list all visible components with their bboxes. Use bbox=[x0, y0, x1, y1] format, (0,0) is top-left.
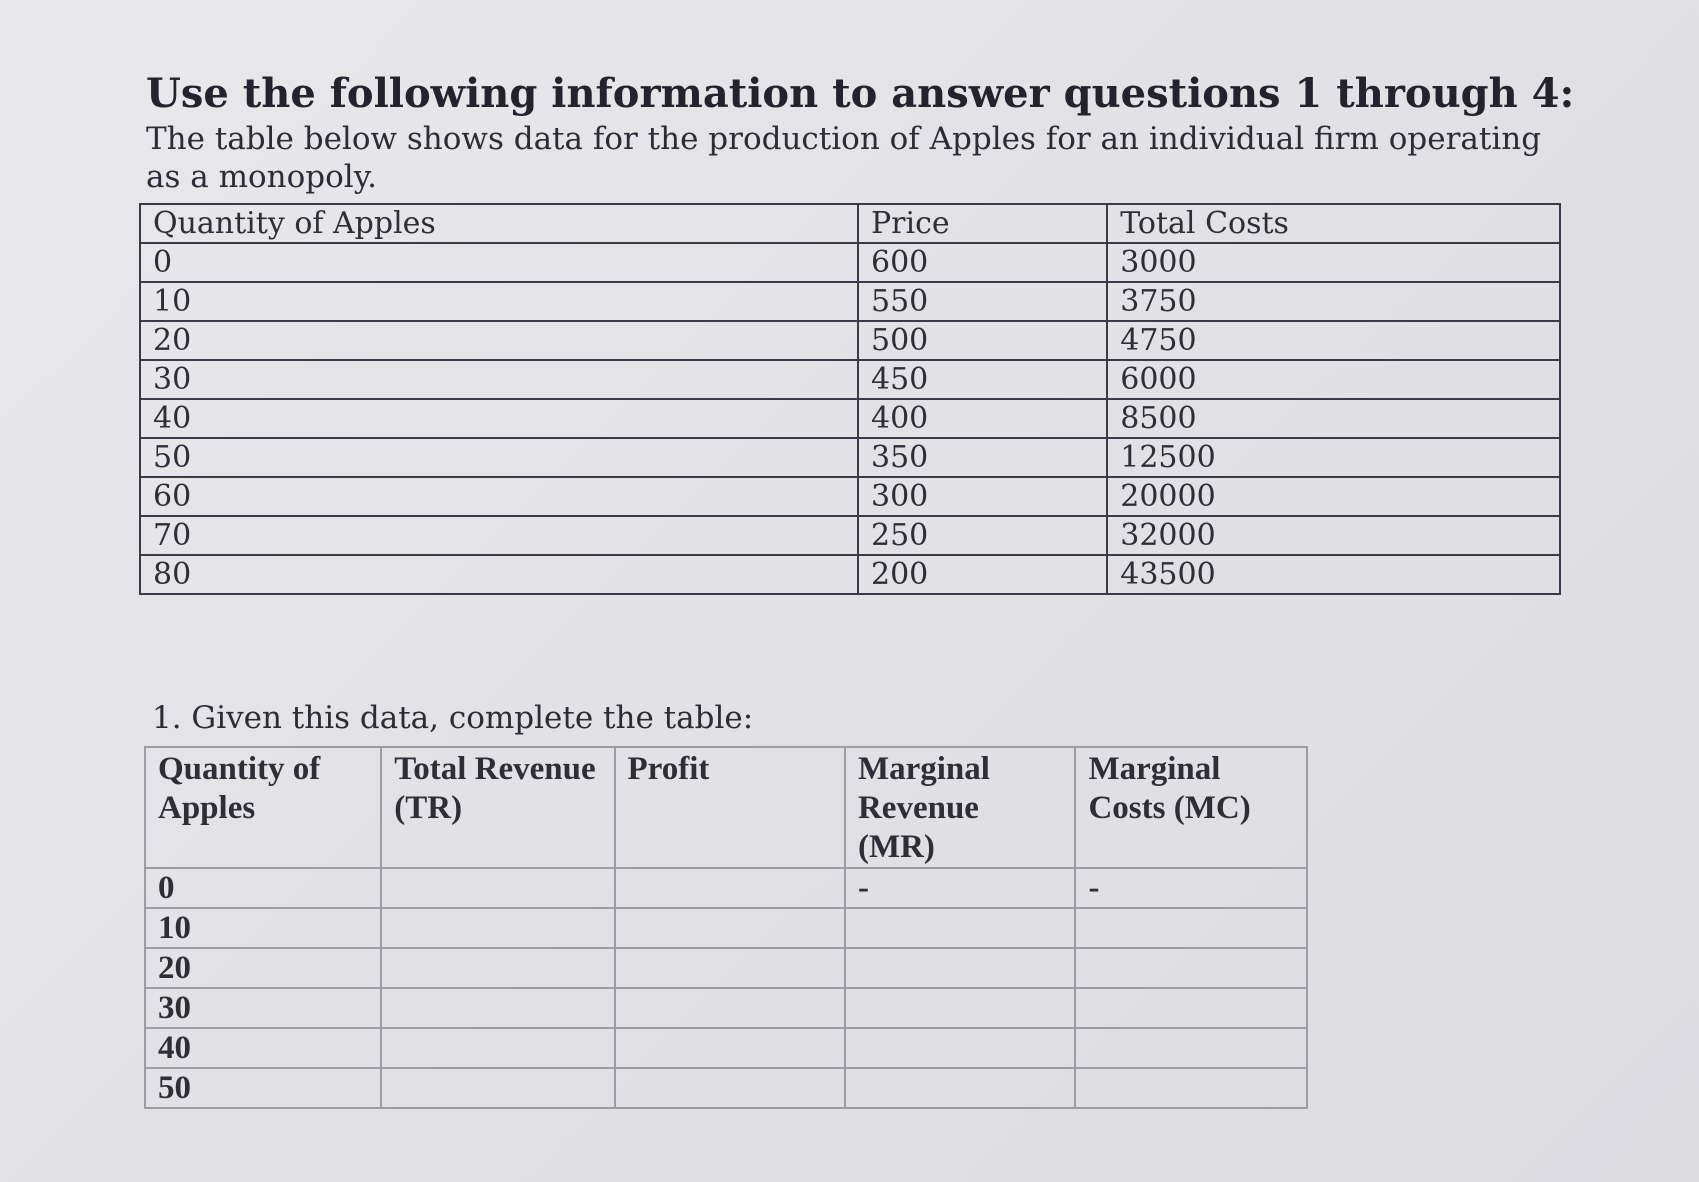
cell-total-costs: 4750 bbox=[1107, 321, 1560, 360]
cell-total-costs: 20000 bbox=[1107, 477, 1560, 516]
cell-total-revenue[interactable] bbox=[381, 868, 614, 908]
cell-profit[interactable] bbox=[615, 908, 845, 948]
table-row bbox=[140, 321, 1560, 360]
cell-price: 200 bbox=[858, 555, 1107, 594]
table-header-row bbox=[140, 204, 1560, 243]
header-marginal-costs: Marginal Costs (MC) bbox=[1075, 747, 1307, 868]
table-row bbox=[140, 555, 1560, 594]
cell-marginal-costs[interactable] bbox=[1075, 948, 1307, 988]
cell-total-costs: 8500 bbox=[1107, 399, 1560, 438]
table-row bbox=[140, 399, 1560, 438]
table-row bbox=[140, 438, 1560, 477]
cell-quantity: 10 bbox=[140, 282, 858, 321]
cell-price: 550 bbox=[858, 282, 1107, 321]
cell-quantity: 20 bbox=[145, 948, 381, 988]
table-row bbox=[140, 360, 1560, 399]
header-quantity: Quantity of Apples bbox=[140, 204, 858, 243]
cell-total-revenue[interactable] bbox=[381, 1068, 614, 1108]
header-profit: Profit bbox=[615, 747, 845, 868]
table-row bbox=[145, 988, 1307, 1028]
cell-marginal-revenue[interactable] bbox=[845, 1068, 1076, 1108]
cell-total-revenue[interactable] bbox=[381, 988, 614, 1028]
cell-price: 350 bbox=[858, 438, 1107, 477]
cell-marginal-revenue: - bbox=[845, 868, 1076, 908]
table-row bbox=[140, 516, 1560, 555]
cell-quantity: 30 bbox=[145, 988, 381, 1028]
page-heading: Use the following information to answer questions 1 through 4: bbox=[146, 70, 1575, 117]
cell-quantity: 50 bbox=[145, 1068, 381, 1108]
cell-quantity: 40 bbox=[145, 1028, 381, 1068]
cell-profit[interactable] bbox=[615, 988, 845, 1028]
table-row bbox=[145, 868, 1307, 908]
cell-marginal-revenue[interactable] bbox=[845, 948, 1076, 988]
table-row bbox=[145, 908, 1307, 948]
answer-header-row bbox=[145, 747, 1307, 868]
cell-price: 300 bbox=[858, 477, 1107, 516]
cell-price: 250 bbox=[858, 516, 1107, 555]
cell-quantity: 20 bbox=[140, 321, 858, 360]
table-row bbox=[145, 1028, 1307, 1068]
cell-quantity: 0 bbox=[140, 243, 858, 282]
cell-total-costs: 12500 bbox=[1107, 438, 1560, 477]
header-marginal-revenue: Marginal Revenue (MR) bbox=[845, 747, 1076, 868]
table-row bbox=[145, 1068, 1307, 1108]
answer-table bbox=[144, 746, 1308, 1109]
cell-total-costs: 32000 bbox=[1107, 516, 1560, 555]
cell-quantity: 80 bbox=[140, 555, 858, 594]
cell-marginal-revenue[interactable] bbox=[845, 908, 1076, 948]
header-price: Price bbox=[858, 204, 1107, 243]
table-row bbox=[140, 243, 1560, 282]
header-total-revenue: Total Revenue (TR) bbox=[381, 747, 614, 868]
table-row bbox=[145, 948, 1307, 988]
cell-profit[interactable] bbox=[615, 1068, 845, 1108]
cell-quantity: 10 bbox=[145, 908, 381, 948]
cell-marginal-costs[interactable] bbox=[1075, 1068, 1307, 1108]
cell-quantity: 0 bbox=[145, 868, 381, 908]
header-quantity: Quantity of Apples bbox=[145, 747, 381, 868]
cell-quantity: 60 bbox=[140, 477, 858, 516]
apples-data-table bbox=[139, 203, 1561, 595]
intro-text: The table below shows data for the production of Apples for an individual firm operating as a monopoly. bbox=[146, 121, 1542, 195]
table-row bbox=[140, 477, 1560, 516]
cell-price: 400 bbox=[858, 399, 1107, 438]
cell-profit[interactable] bbox=[615, 948, 845, 988]
cell-marginal-revenue[interactable] bbox=[845, 1028, 1076, 1068]
cell-marginal-costs[interactable] bbox=[1075, 908, 1307, 948]
cell-total-revenue[interactable] bbox=[381, 948, 614, 988]
cell-marginal-costs[interactable] bbox=[1075, 1028, 1307, 1068]
cell-quantity: 40 bbox=[140, 399, 858, 438]
header-total-costs: Total Costs bbox=[1107, 204, 1560, 243]
cell-profit[interactable] bbox=[615, 1028, 845, 1068]
cell-profit[interactable] bbox=[615, 868, 845, 908]
cell-total-costs: 3000 bbox=[1107, 243, 1560, 282]
cell-quantity: 70 bbox=[140, 516, 858, 555]
cell-total-revenue[interactable] bbox=[381, 1028, 614, 1068]
cell-total-costs: 3750 bbox=[1107, 282, 1560, 321]
cell-total-revenue[interactable] bbox=[381, 908, 614, 948]
cell-marginal-revenue[interactable] bbox=[845, 988, 1076, 1028]
cell-quantity: 50 bbox=[140, 438, 858, 477]
table-row bbox=[140, 282, 1560, 321]
cell-marginal-costs[interactable] bbox=[1075, 988, 1307, 1028]
cell-price: 500 bbox=[858, 321, 1107, 360]
cell-quantity: 30 bbox=[140, 360, 858, 399]
cell-total-costs: 43500 bbox=[1107, 555, 1560, 594]
cell-price: 450 bbox=[858, 360, 1107, 399]
question-1-prompt: 1. Given this data, complete the table: bbox=[152, 700, 754, 736]
cell-total-costs: 6000 bbox=[1107, 360, 1560, 399]
cell-marginal-costs: - bbox=[1075, 868, 1307, 908]
cell-price: 600 bbox=[858, 243, 1107, 282]
